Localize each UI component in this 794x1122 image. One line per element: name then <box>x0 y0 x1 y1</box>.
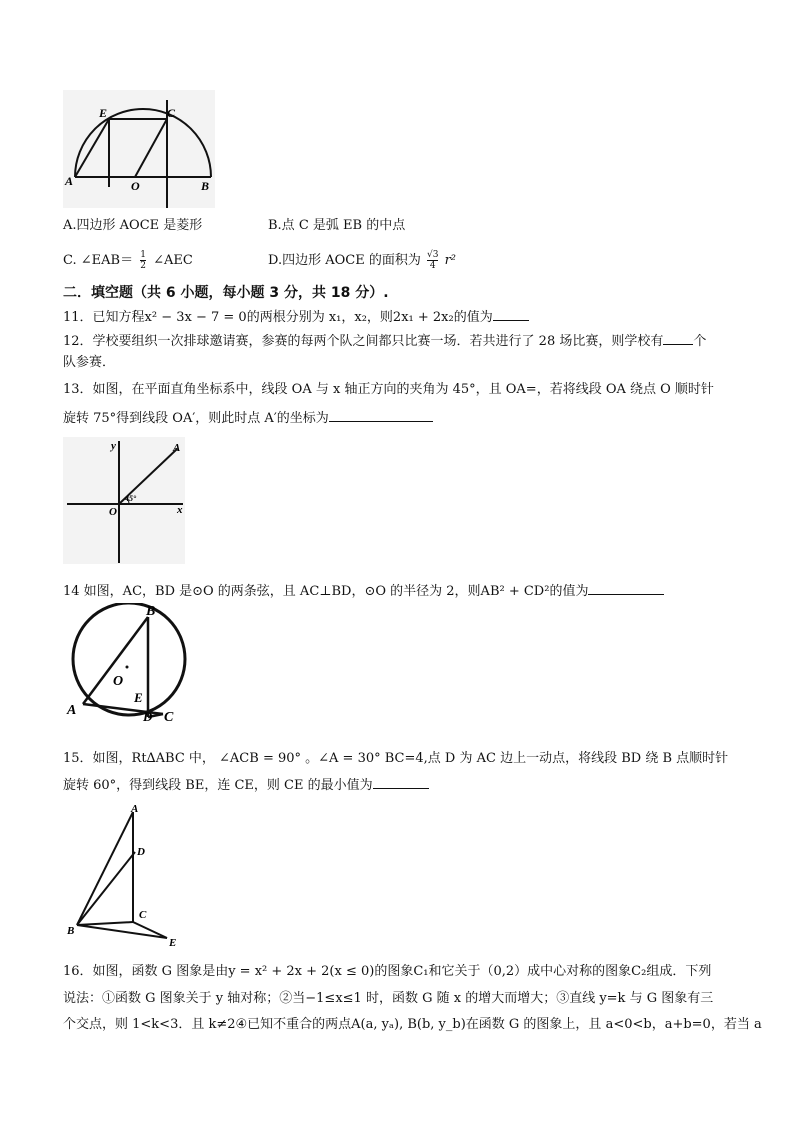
label-x: x <box>177 504 183 516</box>
frac-num: 1 <box>140 250 146 260</box>
option-c <box>63 250 193 271</box>
question-15-line1: 15．如图，Rt∆ABC 中， ∠ACB = 90° 。∠A = 30° BC=4,点 D 为 AC 边上一动点，将线段 BD 绕 B 点顺时针 <box>63 751 729 766</box>
question-16-line2: 说法：①函数 G 图象关于 y 轴对称；②当−1≤x≤1 时，函数 G 随 x 的增大而增大；③直线 y=k 与 G 图象有三 <box>63 991 714 1006</box>
answer-blank[interactable] <box>588 580 664 595</box>
question-13-line1: 13．如图，在平面直角坐标系中，线段 OA 与 x 轴正方向的夹角为 45°，且 OA=，若将线段 OA 绕点 O 顺时针 <box>63 382 714 397</box>
label-C: C <box>164 710 174 721</box>
label-D: D <box>137 846 145 858</box>
question-16-line1: 16．如图，函数 G 图象是由y = x² + 2x + 2(x ≤ 0)的图象C₁和它关于（0,2）成中心对称的图象C₂组成．下列 <box>63 964 712 979</box>
label-C: C <box>139 909 147 921</box>
frac-num: √3 <box>426 250 439 260</box>
label-y: y <box>111 440 116 452</box>
frac-den: 4 <box>429 261 436 271</box>
question-13-line2 <box>63 407 433 428</box>
q12-unit: 个 <box>693 334 707 349</box>
option-b: B.点 C 是弧 EB 的中点 <box>268 218 406 233</box>
label-B: B <box>201 179 210 193</box>
question-12-line2: 队参赛． <box>63 355 116 370</box>
semicircle-diagram <box>63 90 215 208</box>
fraction-sqrt3-over-4 <box>427 250 438 271</box>
label-D: D <box>143 709 153 721</box>
label-angle: 45° <box>125 494 137 503</box>
label-E: E <box>99 106 108 120</box>
fraction-one-half <box>140 250 146 271</box>
label-A: A <box>173 442 181 454</box>
answer-blank[interactable] <box>329 407 433 422</box>
frac-den: 2 <box>140 261 146 271</box>
label-B: B <box>67 925 75 937</box>
answer-blank[interactable] <box>493 306 529 321</box>
option-d-prefix: D.四边形 AOCE 的面积为 <box>268 253 421 268</box>
figure-circle-chords <box>63 603 191 721</box>
section-heading: 二．填空题（共 6 小题，每小题 3 分，共 18 分）. <box>63 285 389 301</box>
coordinate-diagram <box>63 437 185 564</box>
triangle-diagram <box>63 800 185 948</box>
figure-semicircle <box>63 90 215 208</box>
circle-diagram <box>63 603 191 721</box>
question-14 <box>63 580 664 601</box>
q15-text: 旋转 60°，得到线段 BE，连 CE，则 CE 的最小值为 <box>63 778 373 793</box>
answer-blank[interactable] <box>663 330 693 345</box>
q14-text: 14 如图，AC，BD 是⊙O 的两条弦，且 AC⊥BD，⊙O 的半径为 2，则AB² + CD²的值为 <box>63 584 589 599</box>
label-E: E <box>169 937 177 948</box>
label-O: O <box>131 179 140 193</box>
label-O: O <box>113 674 124 689</box>
question-16-line3: 个交点，则 1<k<3．且 k≠2④已知不重合的两点A(a, yₐ), B(b, y_b)在函数 G 的图象上，且 a<0<b，a+b=0，若当 a <box>63 1017 762 1032</box>
question-11 <box>63 306 529 327</box>
figure-coordinate-plane <box>63 437 185 564</box>
q13-text: 旋转 75°得到线段 OA′，则此时点 A′的坐标为 <box>63 411 329 426</box>
figure-triangles <box>63 800 185 948</box>
label-C: C <box>167 106 176 120</box>
option-c-suffix: ∠AEC <box>153 253 193 268</box>
label-O: O <box>109 506 117 518</box>
label-A: A <box>131 803 139 815</box>
label-A: A <box>65 174 74 188</box>
label-A: A <box>67 703 77 718</box>
option-d <box>268 250 456 271</box>
answer-blank[interactable] <box>373 774 429 789</box>
option-d-suffix: r² <box>444 253 457 268</box>
label-E: E <box>134 690 143 705</box>
option-c-prefix: C. ∠EAB＝ <box>63 253 134 268</box>
question-12-line1 <box>63 330 706 351</box>
q12-text: 12．学校要组织一次排球邀请赛，参赛的每两个队之间都只比赛一场．若共进行了 28 场比赛，则学校有 <box>63 334 664 349</box>
question-15-line2 <box>63 774 429 795</box>
option-a: A.四边形 AOCE 是菱形 <box>63 218 203 233</box>
label-B: B <box>146 604 156 619</box>
q11-text: 11．已知方程x² − 3x − 7 = 0的两根分别为 x₁，x₂，则2x₁ + 2x₂的值为 <box>63 310 493 325</box>
